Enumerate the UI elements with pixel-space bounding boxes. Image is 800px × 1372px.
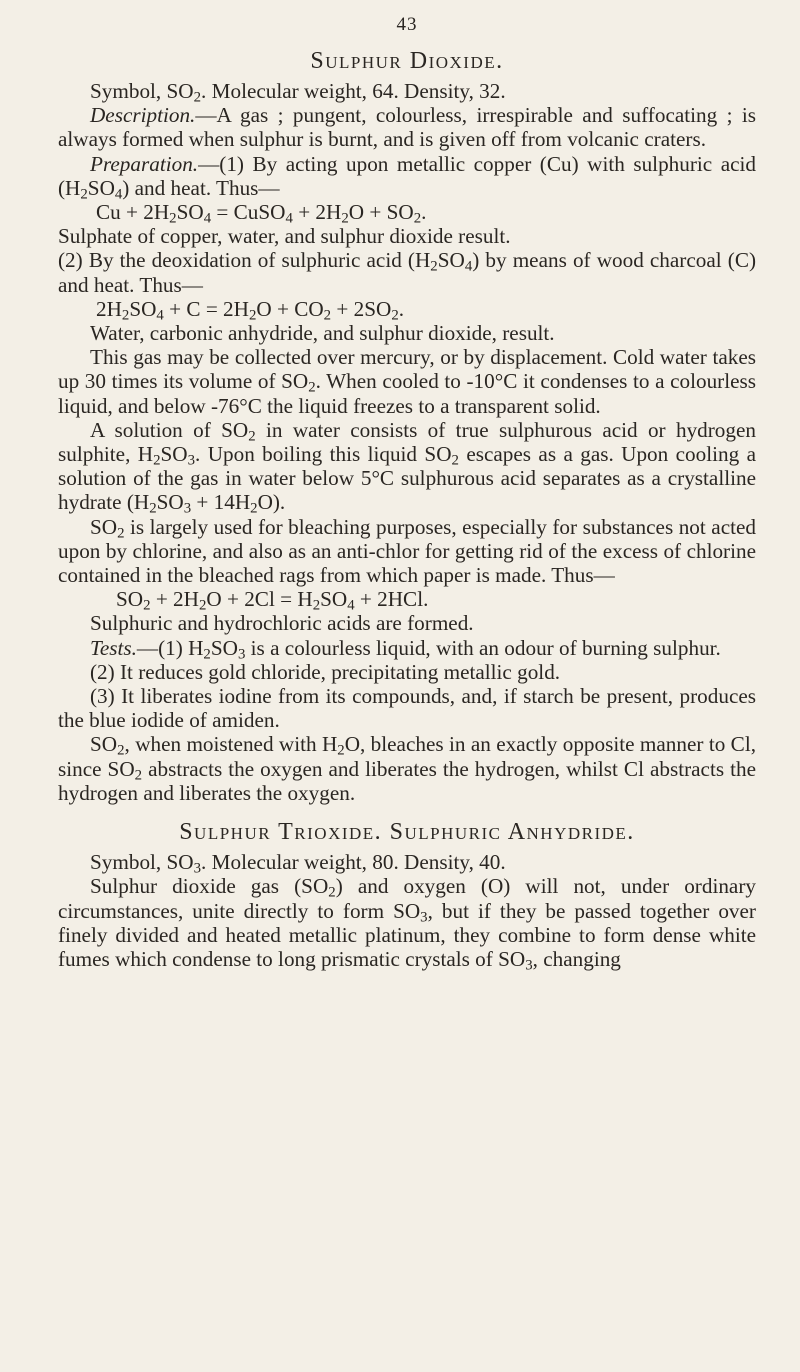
section-label: Description. xyxy=(90,103,196,128)
text-run: A solution of SO xyxy=(90,417,249,442)
equation xyxy=(58,296,756,324)
page-number: 43 xyxy=(396,14,418,35)
text-run: —A gas ; pungent, colourless, irrespirable and suffocating ; is always formed when sulphur is burnt, and is given off from volcanic craters. xyxy=(58,103,756,152)
subscript: 4 xyxy=(114,186,123,203)
subscript: 2 xyxy=(149,501,157,518)
text-run: , when moistened with H xyxy=(124,732,338,757)
text-run: O + SO xyxy=(348,200,414,225)
equation xyxy=(58,587,756,614)
subscript: 4 xyxy=(156,307,164,324)
subscript: 3 xyxy=(237,646,246,663)
paragraph xyxy=(58,684,756,732)
paragraph xyxy=(58,660,756,684)
paragraph xyxy=(58,79,756,106)
text-run: SO xyxy=(156,490,184,515)
subscript: 2 xyxy=(250,501,258,518)
subscript: 2 xyxy=(248,428,256,445)
text-run: Symbol, SO xyxy=(90,79,194,103)
paragraph xyxy=(58,103,756,151)
paragraph xyxy=(58,321,756,345)
section-heading-sulphur-dioxide: Sulphur Dioxide. xyxy=(310,48,504,74)
subscript: 2 xyxy=(337,743,345,760)
text-run: , but if they be passed together over finely divided and heated metallic platinum, they combine to form dense white fumes which condense to long prismatic crystals of SO xyxy=(58,898,756,971)
subscript: 4 xyxy=(464,259,473,276)
text-run: SO xyxy=(87,175,115,200)
paragraph xyxy=(58,224,756,248)
text-run: Water, carbonic anhydride, and sulphur dioxide, result. xyxy=(90,321,555,346)
text-run: SO xyxy=(90,514,118,539)
paragraph xyxy=(58,417,756,518)
text-run: O, bleaches in an exactly opposite manner to Cl, since SO xyxy=(58,732,756,781)
subscript: 3 xyxy=(187,452,196,469)
section-label: Tests. xyxy=(90,635,137,660)
text-run: in water consists of true sulphurous acid or hydrogen sulphite, H xyxy=(58,417,756,467)
text-run: SO xyxy=(116,587,144,612)
subscript: 2 xyxy=(193,89,202,106)
text-run: (2) It reduces gold chloride, precipitating metallic gold. xyxy=(90,659,561,684)
paragraph xyxy=(58,732,756,805)
subscript: 3 xyxy=(525,957,533,974)
subscript: 2 xyxy=(430,259,438,276)
text-run: Symbol, SO xyxy=(90,850,194,875)
subscript: 2 xyxy=(328,885,336,901)
subscript: 2 xyxy=(248,307,257,324)
text-run: (2) By the deoxidation of sulphuric acid (H xyxy=(58,248,431,273)
subscript: 3 xyxy=(193,860,202,877)
text-run: This gas may be collected over mercury, or by displacement. Cold water takes up 30 times its volume of SO xyxy=(58,345,756,394)
text-run: (3) It liberates iodine from its compounds, and, if starch be present, produces the blue iodide of amiden. xyxy=(58,684,756,733)
equation xyxy=(58,200,756,227)
text-run: . When cooled to -10°C it condenses to a colourless liquid, and below -76°C the liquid freezes to a transparent solid. xyxy=(58,369,756,418)
paragraph xyxy=(58,248,756,296)
text-run: SO xyxy=(90,732,118,757)
subscript: 4 xyxy=(347,597,355,614)
paragraph xyxy=(58,635,756,663)
subscript: 2 xyxy=(134,767,143,784)
subscript: 2 xyxy=(153,452,161,469)
subscript: 2 xyxy=(169,210,177,227)
subscript: 2 xyxy=(308,380,316,397)
text-run: = CuSO xyxy=(211,200,286,225)
text-run: + C = 2H xyxy=(163,296,249,321)
text-run: SO xyxy=(210,635,238,660)
paragraph xyxy=(58,850,756,877)
subscript: 2 xyxy=(391,307,399,324)
subscript: 2 xyxy=(143,597,151,614)
subscript: 2 xyxy=(413,210,422,227)
paragraph xyxy=(58,515,756,588)
text-run: O). xyxy=(257,490,286,515)
subscript: 2 xyxy=(341,210,349,227)
text-run: + 2HCl. xyxy=(354,587,429,612)
subscript: 2 xyxy=(203,646,211,663)
paragraph xyxy=(58,151,756,203)
text-run: ) by means of wood charcoal (C) and heat. Thus— xyxy=(58,248,757,297)
subscript: 2 xyxy=(451,452,459,469)
text-run: O + 2Cl = H xyxy=(206,587,313,612)
text-run: + 2H xyxy=(150,587,199,612)
text-run: Sulphuric and hydrochloric acids are formed. xyxy=(90,611,474,636)
subscript: 2 xyxy=(198,597,207,614)
text-run: SO xyxy=(320,587,348,612)
text-run: SO xyxy=(176,200,204,225)
text-run: —(1) By acting upon metallic copper (Cu) with sulphuric acid (H xyxy=(58,151,756,200)
subscript: 2 xyxy=(323,307,332,324)
subscript: 2 xyxy=(117,525,125,542)
paragraph xyxy=(58,874,756,974)
paragraph xyxy=(58,611,756,635)
text-run: escapes as a gas. Upon cooling a solution of the gas in water below 5°C sulphurous acid separates as a crystalline hydrate (H xyxy=(58,442,756,515)
text-run: . Upon boiling this liquid SO xyxy=(195,442,452,467)
text-run: Sulphate of copper, water, and sulphur dioxide result. xyxy=(58,224,511,249)
text-run: . Molecular weight, 64. Density, 32. xyxy=(201,79,506,103)
text-run: SO xyxy=(437,248,465,273)
text-run: O + CO xyxy=(256,296,324,321)
text-run: ) and oxygen (O) will not, under ordinary circumstances, unite directly to form SO xyxy=(58,874,756,923)
section-label: Preparation. xyxy=(90,151,199,176)
text-run: ) and heat. Thus— xyxy=(122,175,280,200)
section-heading-sulphur-trioxide: Sulphur Trioxide. Sulphuric Anhydride. xyxy=(179,819,635,846)
text-run: 2H xyxy=(96,296,122,321)
text-run: Sulphur dioxide gas (SO xyxy=(90,874,329,899)
text-run: + 2H xyxy=(292,200,342,225)
subscript: 4 xyxy=(285,210,293,227)
text-run: + 2SO xyxy=(331,296,392,321)
text-run: —(1) H xyxy=(136,635,204,660)
subscript: 2 xyxy=(312,597,321,614)
text-run: . xyxy=(421,200,427,225)
paragraph xyxy=(58,345,756,418)
text-run: + 14H xyxy=(191,490,251,515)
subscript: 2 xyxy=(80,186,88,203)
text-run: . xyxy=(398,296,405,321)
text-run: is a colourless liquid, with an odour of burning sulphur. xyxy=(245,635,721,660)
subscript: 4 xyxy=(203,210,212,227)
subscript: 2 xyxy=(121,307,130,324)
text-run: , changing xyxy=(532,946,621,971)
text-run: abstracts the oxygen and liberates the hydrogen, whilst Cl abstracts the hydrogen and liberates the oxygen. xyxy=(58,756,756,805)
text-run: SO xyxy=(160,442,188,467)
text-run: is largely used for bleaching purposes, especially for substances not acted upon by chlorine, and also as an anti-chlor for getting rid of the excess of chlorine contained in the bleached rags from which paper is made. Thus— xyxy=(58,514,756,588)
text-run: . Molecular weight, 80. Density, 40. xyxy=(201,850,506,875)
text-run: Cu + 2H xyxy=(96,200,170,225)
subscript: 3 xyxy=(183,501,192,518)
subscript: 3 xyxy=(420,909,428,926)
subscript: 2 xyxy=(117,743,125,760)
text-run: SO xyxy=(129,296,157,321)
